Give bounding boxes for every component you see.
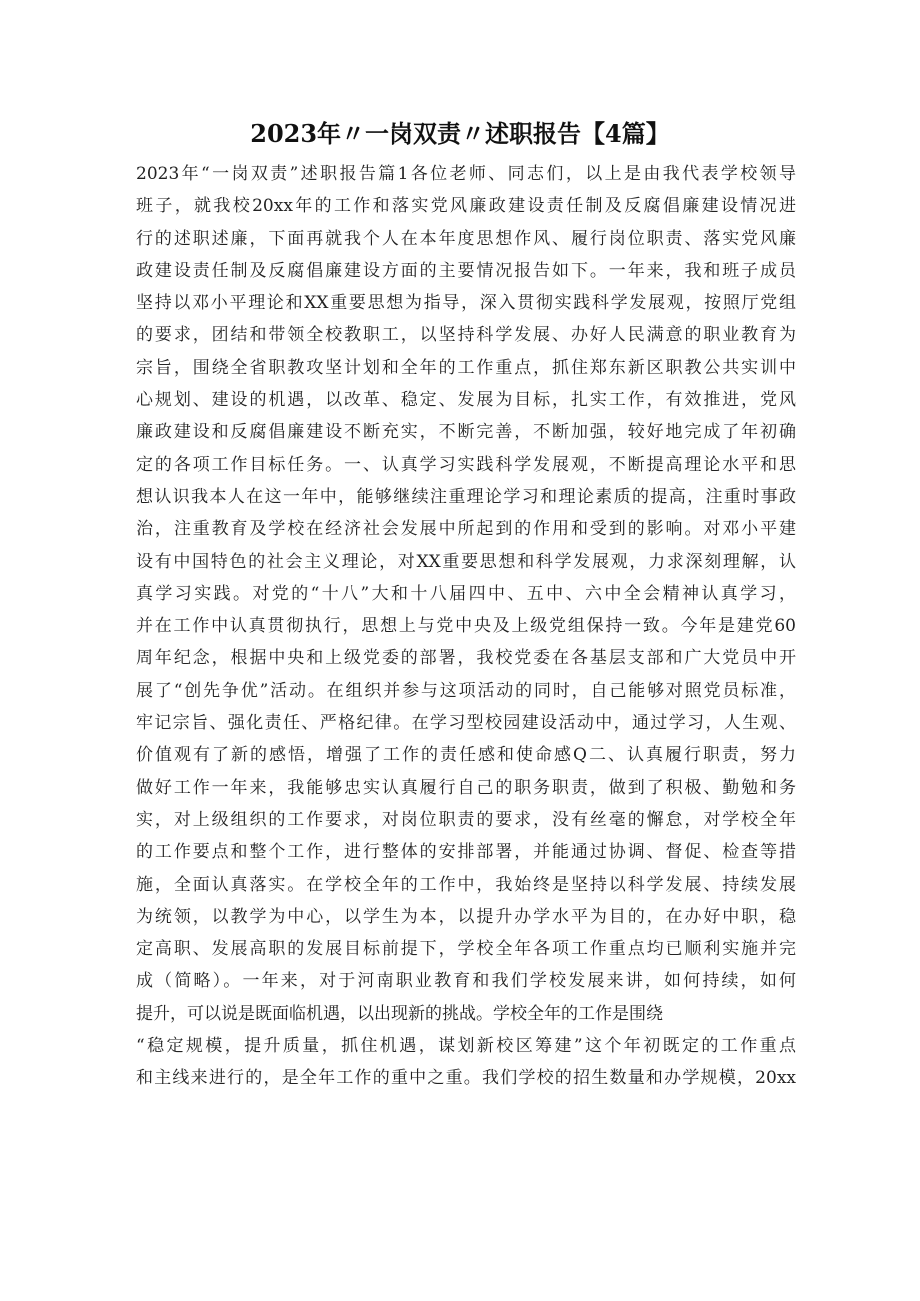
paragraph-line: 提升，可以说是既面临机遇，以出现新的挑战。学校全年的工作是围绕: [136, 1003, 663, 1024]
paragraph-line: 真学习实践。对党的“十八”大和十八届四中、五中、六中全会精神认真学习，: [136, 583, 796, 604]
paragraph-line: 2023年“一岗双责”述职报告篇1各位老师、同志们，以上是由我代表学校领导: [136, 164, 796, 184]
paragraph-line: 的工作要点和整个工作，进行整体的安排部署，并能通过协调、督促、检查等措: [136, 842, 796, 863]
paragraph-line: 治，注重教育及学校在经济社会发展中所起到的作用和受到的影响。对邓小平建: [136, 519, 796, 540]
document-title: 2023年〃一岗双责〃述职报告【4篇】: [250, 119, 670, 148]
paragraph-line: 心规划、建设的机遇，以改革、稳定、发展为目标，扎实工作，有效推进，党风: [136, 390, 796, 411]
paragraph-line: 成（简略）。一年来，对于河南职业教育和我们学校发展来讲，如何持续，如何: [136, 971, 796, 992]
paragraph-line: 宗旨，围绕全省职教攻坚计划和全年的工作重点，抓住郑东新区职教公共实训中: [136, 357, 796, 378]
paragraph-line: “稳定规模，提升质量，抓住机遇，谋划新校区筹建”这个年初既定的工作重点: [136, 1036, 796, 1057]
paragraph-line: 坚持以邓小平理论和XX重要思想为指导，深入贯彻实践科学发展观，按照厅党组: [136, 293, 796, 314]
paragraph-line: 班子，就我校20xx年的工作和落实党风廉政建设责任制及反腐倡廉建设情况进: [136, 196, 796, 217]
paragraph-line: 定高职、发展高职的发展目标前提下，学校全年各项工作重点均已顺利实施并完: [136, 939, 796, 960]
paragraph-line: 价值观有了新的感悟，增强了工作的责任感和使命感Q二、认真履行职责，努力: [136, 745, 796, 766]
paragraph-line: 做好工作一年来，我能够忠实认真履行自己的职务职责，做到了积极、勤勉和务: [136, 777, 796, 798]
paragraph-line: 施，全面认真落实。在学校全年的工作中，我始终是坚持以科学发展、持续发展: [136, 874, 796, 895]
paragraph-line: 政建设责任制及反腐倡廉建设方面的主要情况报告如下。一年来，我和班子成员: [136, 260, 796, 281]
paragraph-line: 想认识我本人在这一年中，能够继续注重理论学习和理论素质的提高，注重时事政: [136, 486, 796, 507]
paragraph-line: 为统领，以教学为中心，以学生为本，以提升办学水平为目的，在办好中职，稳: [136, 906, 796, 927]
paragraph-line: 行的述职述廉，下面再就我个人在本年度思想作风、履行岗位职责、落实党风廉: [136, 228, 796, 249]
paragraph-line: 廉政建设和反腐倡廉建设不断充实，不断完善，不断加强，较好地完成了年初确: [136, 422, 796, 443]
paragraph-line: 定的各项工作目标任务。一、认真学习实践科学发展观，不断提高理论水平和思: [136, 454, 796, 475]
paragraph-line: 实，对上级组织的工作要求，对岗位职责的要求，没有丝毫的懈怠，对学校全年: [136, 809, 796, 830]
paragraph-line: 周年纪念，根据中央和上级党委的部署，我校党委在各基层支部和广大党员中开: [136, 648, 796, 669]
paragraph-line: 和主线来进行的，是全年工作的重中之重。我们学校的招生数量和办学规模，20xx: [136, 1068, 796, 1089]
document-body: [136, 158, 796, 1095]
paragraph-line: 的要求，团结和带领全校教职工，以坚持科学发展、办好人民满意的职业教育为: [136, 325, 796, 346]
paragraph-line: 并在工作中认真贯彻执行，思想上与党中央及上级党组保持一致。今年是建党60: [136, 616, 796, 637]
paragraph-line: 牢记宗旨、强化责任、严格纪律。在学习型校园建设活动中，通过学习，人生观、: [136, 713, 796, 734]
paragraph-line: 设有中国特色的社会主义理论，对XX重要思想和科学发展观，力求深刻理解，认: [136, 551, 796, 572]
paragraph-line: 展了“创先争优”活动。在组织并参与这项活动的同时，自己能够对照党员标准，: [136, 680, 796, 701]
